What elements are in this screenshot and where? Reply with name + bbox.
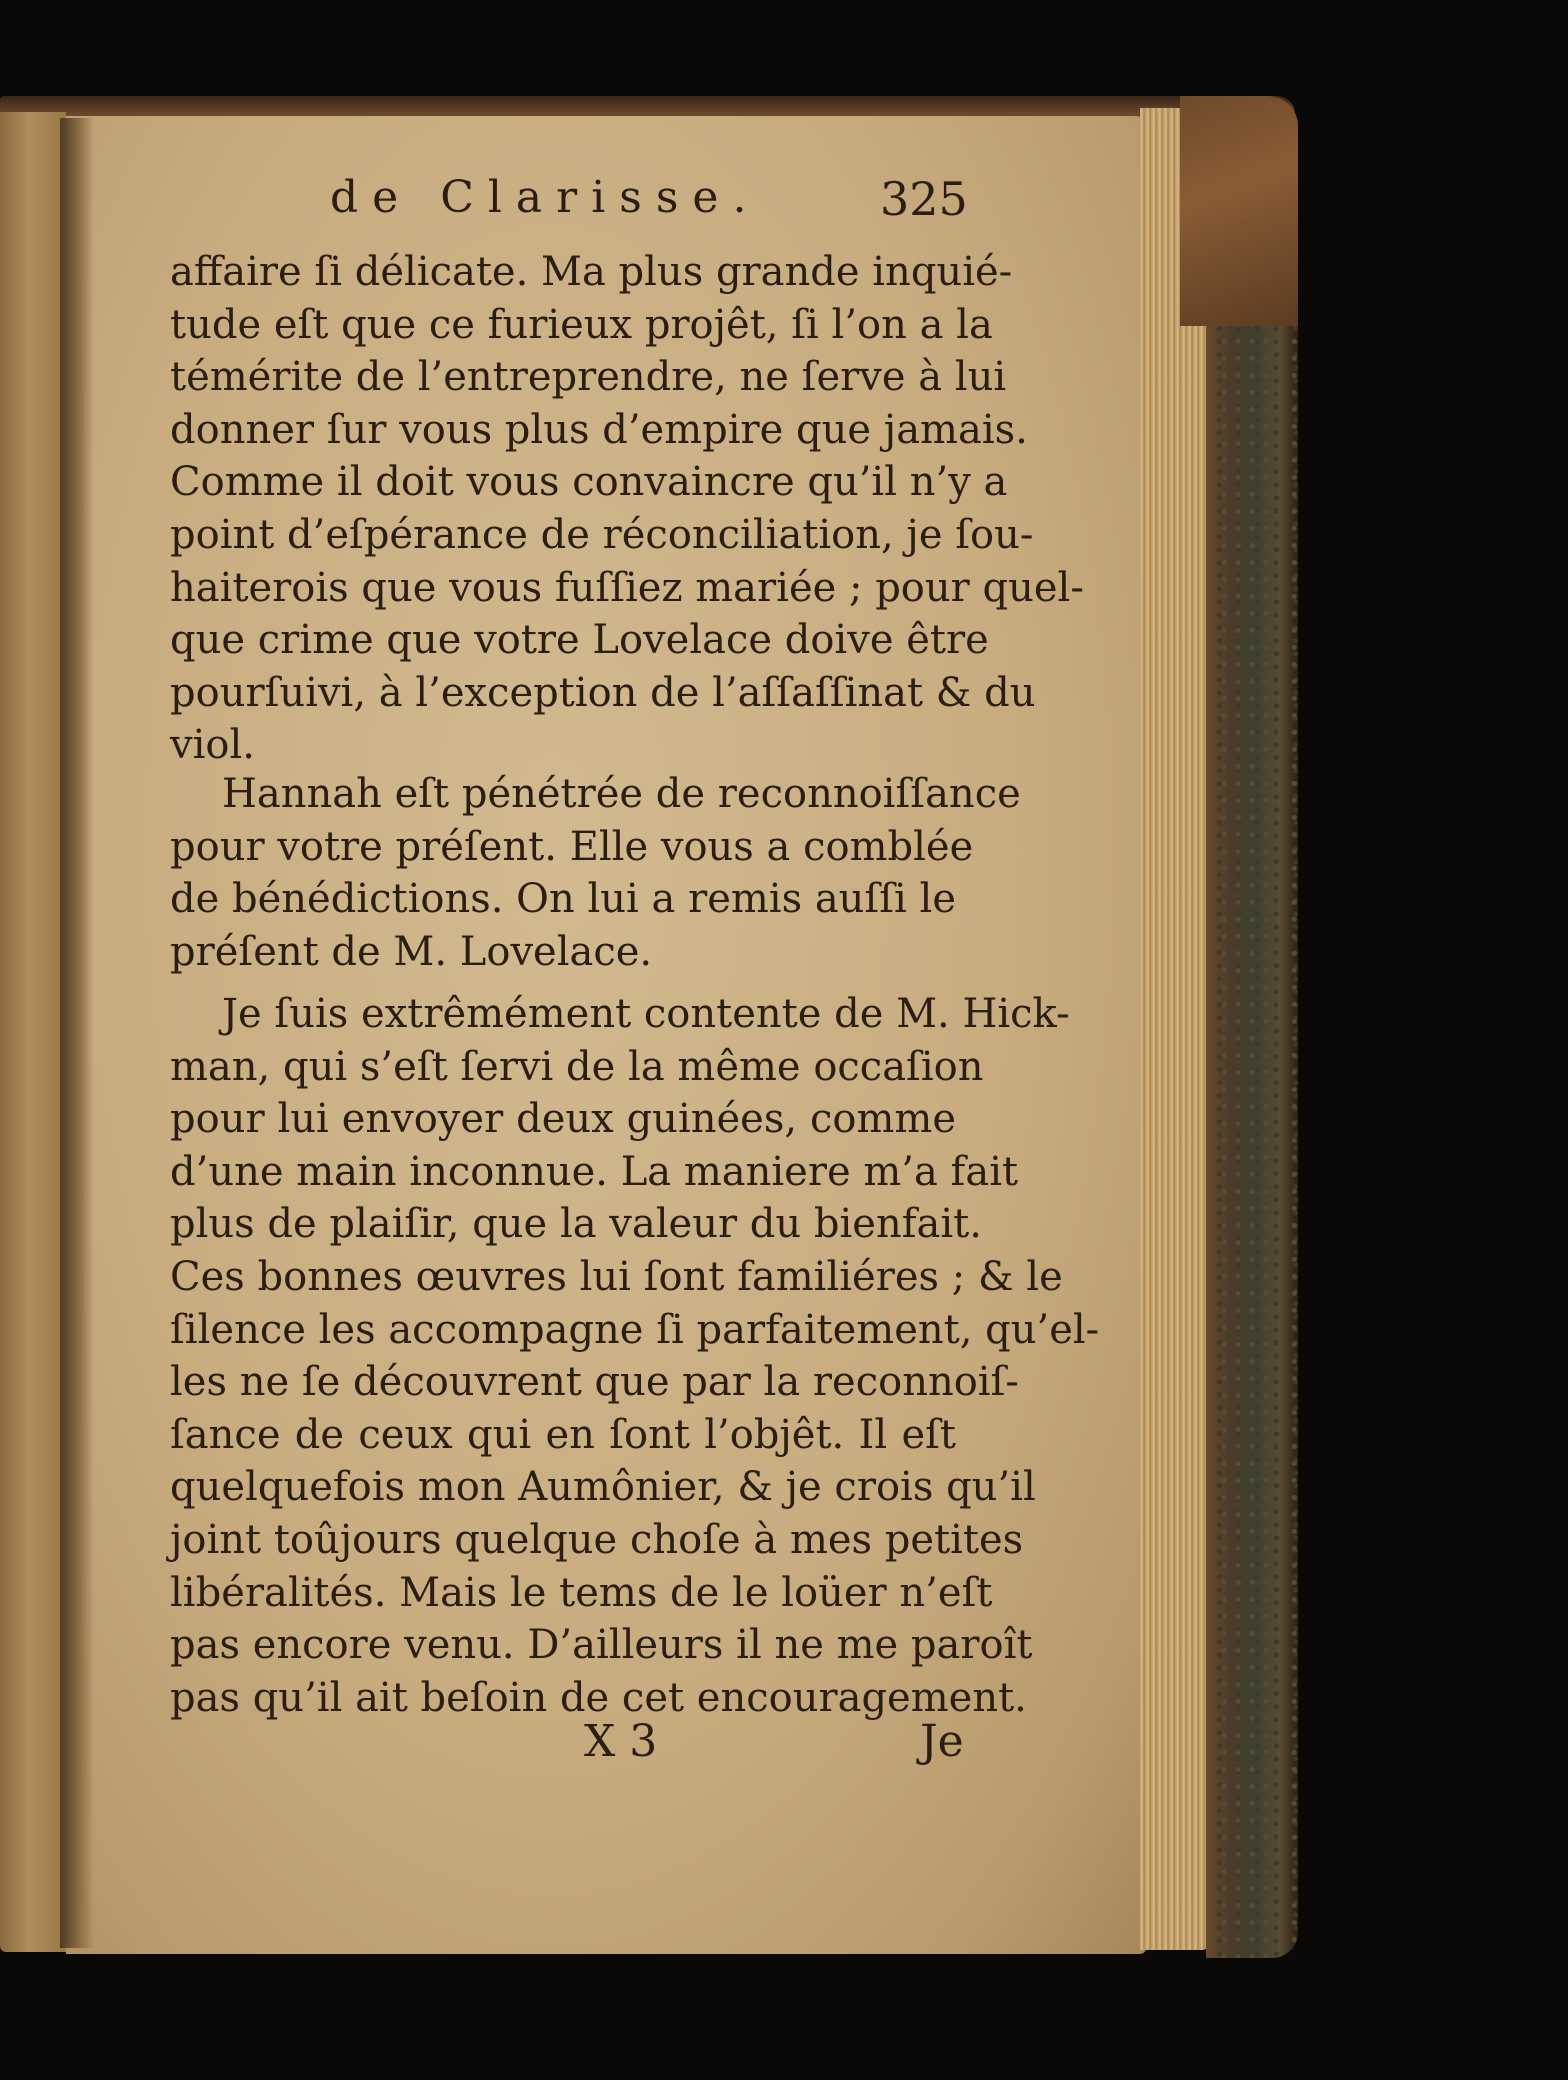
- text-line: affaire ſi délicate. Ma plus grande inquié-: [170, 249, 1013, 295]
- signature-mark: X 3: [584, 1716, 658, 1767]
- text-line: haiterois que vous fuſſiez mariée ; pour quel-: [170, 565, 1084, 611]
- text-line: ſilence les accompagne ſi parfaitement, qu’el-: [170, 1307, 1100, 1353]
- text-line: donner ſur vous plus d’empire que jamais.: [170, 407, 1028, 453]
- text-line: de bénédictions. On lui a remis auſſi le: [170, 876, 957, 922]
- text-line: témérite de l’entreprendre, ne ſerve à lui: [170, 354, 1007, 400]
- text-line: Ces bonnes œuvres lui ſont familiéres ; & le: [170, 1254, 1063, 1300]
- text-line: pas encore venu. D’ailleurs il ne me paroît: [170, 1622, 1033, 1668]
- running-title: de Clarisse.: [330, 172, 761, 223]
- text-line: pourſuivi, à l’exception de l’aſſaſſinat & du: [170, 670, 1036, 716]
- text-line: préſent de M. Lovelace.: [170, 929, 653, 975]
- text-line: tude eſt que ce furieux projêt, ſi l’on a la: [170, 302, 993, 348]
- text-line: Hannah eſt pénétrée de reconnoiſſance: [222, 771, 1021, 817]
- text-line: que crime que votre Lovelace doive être: [170, 617, 989, 663]
- text-line: les ne ſe découvrent que par la reconnoiſ-: [170, 1359, 1019, 1405]
- text-line: quelquefois mon Aumônier, & je crois qu’il: [170, 1464, 1036, 1510]
- text-line: viol.: [170, 722, 255, 768]
- text-line: Je ſuis extrêmément contente de M. Hick-: [222, 991, 1070, 1037]
- page-number: 325: [880, 172, 968, 226]
- text-line: plus de plaiſir, que la valeur du bienfait.: [170, 1201, 982, 1247]
- text-line: ſance de ceux qui en ſont l’objêt. Il eſt: [170, 1412, 956, 1458]
- text-line: libéralités. Mais le tems de le loüer n’eſt: [170, 1570, 993, 1616]
- text-line: pour lui envoyer deux guinées, comme: [170, 1096, 956, 1142]
- text-line: joint toûjours quelque choſe à mes petites: [170, 1517, 1024, 1563]
- text-line: pour votre préſent. Elle vous a comblée: [170, 824, 974, 870]
- text-line: point d’eſpérance de réconciliation, je ſou-: [170, 512, 1034, 558]
- text-line: man, qui s’eſt ſervi de la même occaſion: [170, 1044, 984, 1090]
- catchword: Je: [920, 1716, 964, 1767]
- text-line: d’une main inconnue. La maniere m’a fait: [170, 1149, 1019, 1195]
- text-line: pas qu’il ait beſoin de cet encouragement.: [170, 1675, 1027, 1721]
- text-line: Comme il doit vous convaincre qu’il n’y a: [170, 459, 1008, 505]
